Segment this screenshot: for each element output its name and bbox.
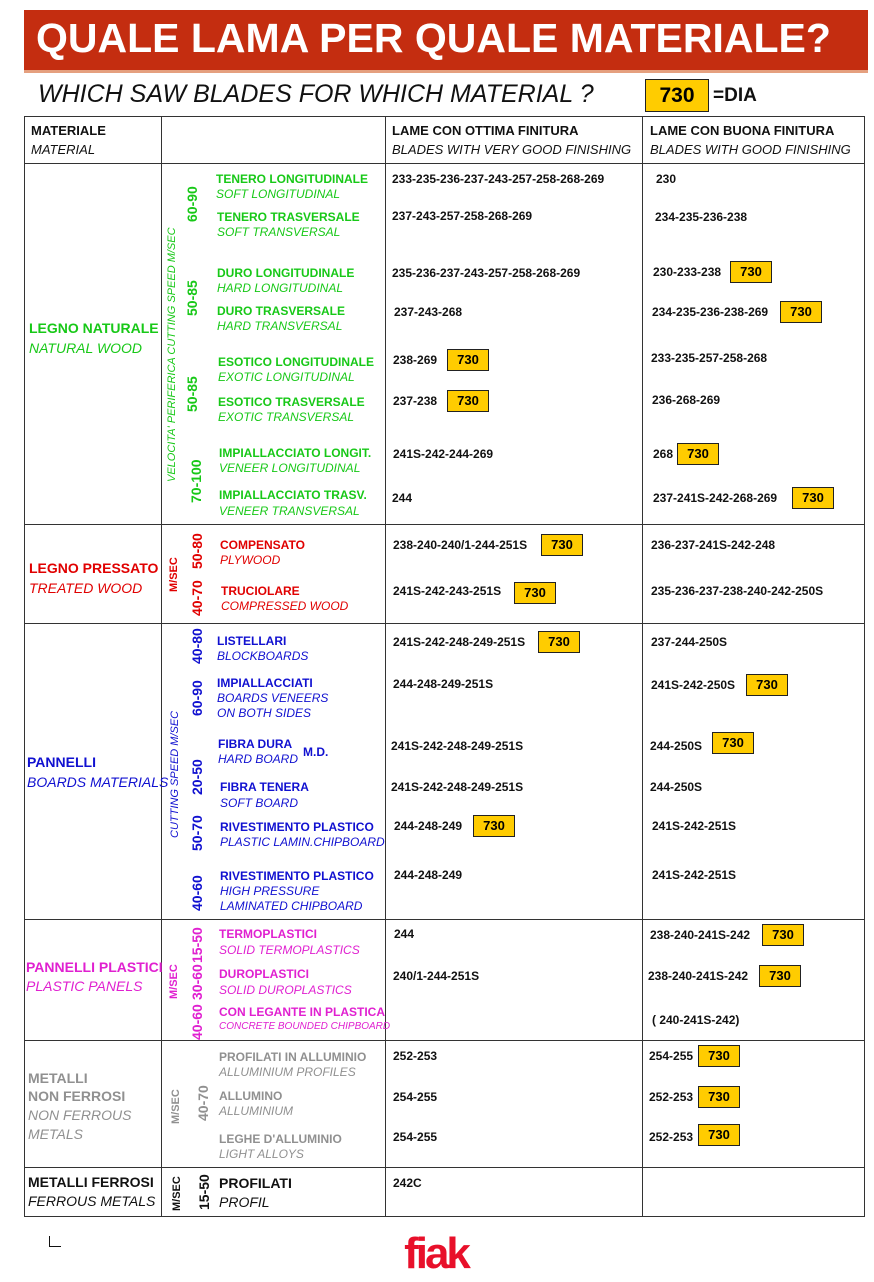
dia-badge: 730 — [698, 1045, 740, 1067]
nonferrous-row-3-en: LIGHT ALLOYS — [219, 1147, 304, 1161]
plastic-speed-3: 40-60 — [189, 1004, 205, 1040]
boards-speed-3: 20-50 — [189, 759, 205, 795]
plastic-speed-1: 15-50 — [189, 927, 205, 963]
dia-badge: 730 — [538, 631, 580, 653]
wood-row-4-it: DURO TRASVERSALE — [217, 304, 346, 318]
dia-badge: 730 — [514, 582, 556, 604]
boards-row-1-very-good: 241S-242-248-249-251S — [393, 635, 526, 649]
group-nonferrous-it2: NON FERROSI — [28, 1088, 126, 1104]
header-very-good-en: BLADES WITH VERY GOOD FINISHING — [392, 142, 632, 157]
boards-row-3-very-good: 241S-242-248-249-251S — [391, 739, 524, 753]
wood-row-7-very-good: 241S-242-244-269 — [393, 447, 494, 461]
group-boards-en: BOARDS MATERIALS — [27, 774, 169, 790]
nonferrous-row-3-good: 252-253 — [649, 1130, 694, 1144]
plastic-row-3-good: ( 240-241S-242) — [652, 1013, 740, 1027]
boards-row-6-en: HIGH PRESSURE — [220, 884, 320, 898]
dia-badge: 730 — [447, 390, 489, 412]
group-boards-it: PANNELLI — [27, 754, 96, 770]
boards-row-3-good: 244-250S — [650, 739, 703, 753]
wood-row-5-good: 233-235-257-258-268 — [651, 351, 768, 365]
nonferrous-row-1-it: PROFILATI IN ALLUMINIO — [219, 1050, 367, 1064]
nonferrous-row-2-it: ALLUMINO — [219, 1089, 283, 1103]
treated-row-1-it: COMPENSATO — [220, 538, 305, 552]
wood-speed-2: 50-85 — [184, 280, 200, 316]
ferrous-unit: M/SEC — [171, 1176, 183, 1211]
page-title: QUALE LAMA PER QUALE MATERIALE? — [36, 15, 831, 61]
treated-row-2-good: 235-236-237-238-240-242-250S — [651, 584, 824, 598]
dia-badge: 730 — [746, 674, 788, 696]
plastic-row-1-en: SOLID TERMOPLASTICS — [219, 943, 360, 957]
group-treated-en: TREATED WOOD — [29, 580, 143, 596]
wood-row-8-it: IMPIALLACCIATO TRASV. — [219, 488, 367, 502]
boards-row-2-en: BOARDS VENEERS — [217, 691, 329, 705]
boards-row-2-en2: ON BOTH SIDES — [217, 706, 312, 720]
boards-row-5-very-good: 244-248-249 — [394, 819, 463, 833]
wood-row-7-en: VENEER LONGITUDINAL — [219, 461, 361, 475]
corner-mark — [49, 1236, 61, 1247]
plastic-row-2-en: SOLID DUROPLASTICS — [219, 983, 352, 997]
group-wood-en: NATURAL WOOD — [29, 340, 143, 356]
group-nonferrous-it1: METALLI — [28, 1070, 88, 1086]
dia-badge: 730 — [730, 261, 772, 283]
boards-row-1-it: LISTELLARI — [217, 634, 287, 648]
wood-row-6-good: 236-268-269 — [652, 393, 721, 407]
wood-row-4-very-good: 237-243-268 — [394, 305, 463, 319]
wood-row-1-very-good: 233-235-236-237-243-257-258-268-269 — [392, 172, 605, 186]
dia-badge: 730 — [473, 815, 515, 837]
wood-row-3-it: DURO LONGITUDINALE — [217, 266, 355, 280]
boards-row-2-good: 241S-242-250S — [651, 678, 736, 692]
boards-row-3-md: M.D. — [303, 745, 329, 759]
boards-row-4-it: FIBRA TENERA — [220, 780, 309, 794]
group-plastic-en: PLASTIC PANELS — [26, 978, 143, 994]
nonferrous-row-2-good: 252-253 — [649, 1090, 694, 1104]
boards-row-6-it: RIVESTIMENTO PLASTICO — [220, 869, 374, 883]
treated-speed-2: 40-70 — [189, 580, 205, 616]
ferrous-row-en: PROFIL — [219, 1194, 270, 1210]
wood-speed-4: 70-100 — [188, 459, 204, 503]
boards-row-6-en2: LAMINATED CHIPBOARD — [220, 899, 363, 913]
boards-row-4-en: SOFT BOARD — [220, 796, 299, 810]
wood-speed-label: VELOCITA' PERIFERICA CUTTING SPEED M/SEC — [166, 227, 178, 482]
wood-row-3-good: 230-233-238 — [653, 265, 722, 279]
dia-badge: 730 — [698, 1124, 740, 1146]
wood-row-1-good: 230 — [656, 172, 677, 186]
boards-speed-label: CUTTING SPEED M/SEC — [169, 710, 181, 838]
nonferrous-row-2-very-good: 254-255 — [393, 1090, 438, 1104]
wood-row-8-good: 237-241S-242-268-269 — [653, 491, 778, 505]
boards-row-4-very-good: 241S-242-248-249-251S — [391, 780, 524, 794]
wood-row-2-very-good: 237-243-257-258-268-269 — [392, 209, 533, 223]
nonferrous-row-1-good: 254-255 — [649, 1049, 694, 1063]
wood-row-5-it: ESOTICO LONGITUDINALE — [218, 355, 374, 369]
group-nonferrous-en2: METALS — [28, 1126, 83, 1142]
boards-row-5-good: 241S-242-251S — [652, 819, 737, 833]
plastic-row-2-very-good: 240/1-244-251S — [393, 969, 480, 983]
fiak-logo — [400, 1226, 472, 1276]
ferrous-row-very-good: 242C — [393, 1176, 422, 1190]
dia-badge: 730 — [780, 301, 822, 323]
legend-badge: 730 — [645, 79, 709, 112]
group-treated-it: LEGNO PRESSATO — [29, 560, 159, 576]
ferrous-row-it: PROFILATI — [219, 1175, 292, 1191]
plastic-row-3-it: CON LEGANTE IN PLASTICA — [219, 1005, 386, 1019]
boards-speed-1: 40-80 — [189, 628, 205, 664]
dia-badge: 730 — [677, 443, 719, 465]
nonferrous-row-1-en: ALLUMINIUM PROFILES — [219, 1065, 356, 1079]
wood-row-4-en: HARD TRANSVERSAL — [217, 319, 343, 333]
wood-row-3-very-good: 235-236-237-243-257-258-268-269 — [392, 266, 581, 280]
wood-speed-3: 50-85 — [184, 376, 200, 412]
boards-speed-5: 40-60 — [189, 875, 205, 911]
boards-speed-4: 50-70 — [189, 815, 205, 851]
boards-row-5-it: RIVESTIMENTO PLASTICO — [220, 820, 374, 834]
group-plastic-it: PANNELLI PLASTICI — [26, 959, 163, 975]
treated-row-2-very-good: 241S-242-243-251S — [393, 584, 502, 598]
boards-speed-2: 60-90 — [189, 680, 205, 716]
plastic-row-2-good: 238-240-241S-242 — [648, 969, 749, 983]
logo-text: fiak — [404, 1229, 468, 1276]
treated-row-2-en: COMPRESSED WOOD — [221, 599, 349, 613]
boards-row-1-en: BLOCKBOARDS — [217, 649, 309, 663]
treated-row-2-it: TRUCIOLARE — [221, 584, 300, 598]
group-wood-it: LEGNO NATURALE — [29, 320, 159, 336]
nonferrous-row-3-very-good: 254-255 — [393, 1130, 438, 1144]
wood-row-8-very-good: 244 — [392, 491, 413, 505]
header-material-it: MATERIALE — [31, 123, 106, 138]
header-good-it: LAME CON BUONA FINITURA — [650, 123, 835, 138]
treated-row-1-good: 236-237-241S-242-248 — [651, 538, 776, 552]
group-ferrous-it: METALLI FERROSI — [28, 1174, 154, 1190]
title-banner — [24, 10, 868, 73]
group-nonferrous-en1: NON FERROUS — [28, 1107, 132, 1123]
boards-row-6-very-good: 244-248-249 — [394, 868, 463, 882]
treated-unit: M/SEC — [168, 557, 180, 592]
wood-row-2-en: SOFT TRANSVERSAL — [217, 225, 341, 239]
plastic-row-1-good: 238-240-241S-242 — [650, 928, 751, 942]
header-material-en: MATERIAL — [31, 142, 96, 157]
boards-row-6-good: 241S-242-251S — [652, 868, 737, 882]
wood-row-7-good: 268 — [653, 447, 674, 461]
dia-badge: 730 — [759, 965, 801, 987]
boards-row-2-very-good: 244-248-249-251S — [393, 677, 494, 691]
wood-row-3-en: HARD LONGITUDINAL — [217, 281, 344, 295]
dia-badge: 730 — [762, 924, 804, 946]
wood-row-7-it: IMPIALLACCIATO LONGIT. — [219, 446, 372, 460]
dia-badge: 730 — [447, 349, 489, 371]
nonferrous-speed: 40-70 — [195, 1085, 211, 1121]
nonferrous-row-3-it: LEGHE D'ALLUMINIO — [219, 1132, 342, 1146]
wood-row-2-good: 234-235-236-238 — [655, 210, 748, 224]
dia-badge: 730 — [541, 534, 583, 556]
treated-row-1-very-good: 238-240-240/1-244-251S — [393, 538, 528, 552]
plastic-speed-2: 30-60 — [189, 964, 205, 1000]
wood-row-4-good: 234-235-236-238-269 — [652, 305, 769, 319]
nonferrous-row-2-en: ALLUMINIUM — [219, 1104, 294, 1118]
dia-badge: 730 — [712, 732, 754, 754]
boards-row-5-en: PLASTIC LAMIN.CHIPBOARD — [220, 835, 385, 849]
plastic-row-3-en: CONCRETE BOUNDED CHIPBOARD — [219, 1021, 391, 1032]
boards-row-3-it: FIBRA DURA — [218, 737, 293, 751]
dia-badge: 730 — [698, 1086, 740, 1108]
header-very-good-it: LAME CON OTTIMA FINITURA — [392, 123, 579, 138]
boards-row-4-good: 244-250S — [650, 780, 703, 794]
boards-row-3-en: HARD BOARD — [218, 752, 299, 766]
wood-row-6-en: EXOTIC TRANSVERSAL — [218, 410, 355, 424]
boards-row-1-good: 237-244-250S — [651, 635, 728, 649]
treated-speed-1: 50-80 — [189, 533, 205, 569]
legend-label: =DIA — [713, 85, 757, 106]
wood-row-6-it: ESOTICO TRASVERSALE — [218, 395, 365, 409]
dia-badge: 730 — [792, 487, 834, 509]
wood-row-2-it: TENERO TRASVERSALE — [217, 210, 360, 224]
boards-row-2-it: IMPIALLACCIATI — [217, 676, 313, 690]
treated-row-1-en: PLYWOOD — [220, 553, 281, 567]
plastic-unit: M/SEC — [168, 964, 180, 999]
header-good-en: BLADES WITH GOOD FINISHING — [650, 142, 851, 157]
group-ferrous-en: FERROUS METALS — [28, 1193, 156, 1209]
plastic-row-1-very-good: 244 — [394, 927, 415, 941]
wood-speed-1: 60-90 — [184, 186, 200, 222]
ferrous-speed: 15-50 — [196, 1174, 212, 1210]
plastic-row-1-it: TERMOPLASTICI — [219, 927, 317, 941]
nonferrous-unit: M/SEC — [170, 1089, 182, 1124]
wood-row-8-en: VENEER TRANSVERSAL — [219, 504, 360, 518]
wood-row-6-very-good: 237-238 — [393, 394, 438, 408]
wood-row-5-en: EXOTIC LONGITUDINAL — [218, 370, 355, 384]
wood-row-1-en: SOFT LONGITUDINAL — [216, 187, 341, 201]
page-subtitle: WHICH SAW BLADES FOR WHICH MATERIAL ? — [38, 80, 594, 108]
nonferrous-row-1-very-good: 252-253 — [393, 1049, 438, 1063]
wood-row-1-it: TENERO LONGITUDINALE — [216, 172, 368, 186]
plastic-row-2-it: DUROPLASTICI — [219, 967, 309, 981]
wood-row-5-very-good: 238-269 — [393, 353, 438, 367]
